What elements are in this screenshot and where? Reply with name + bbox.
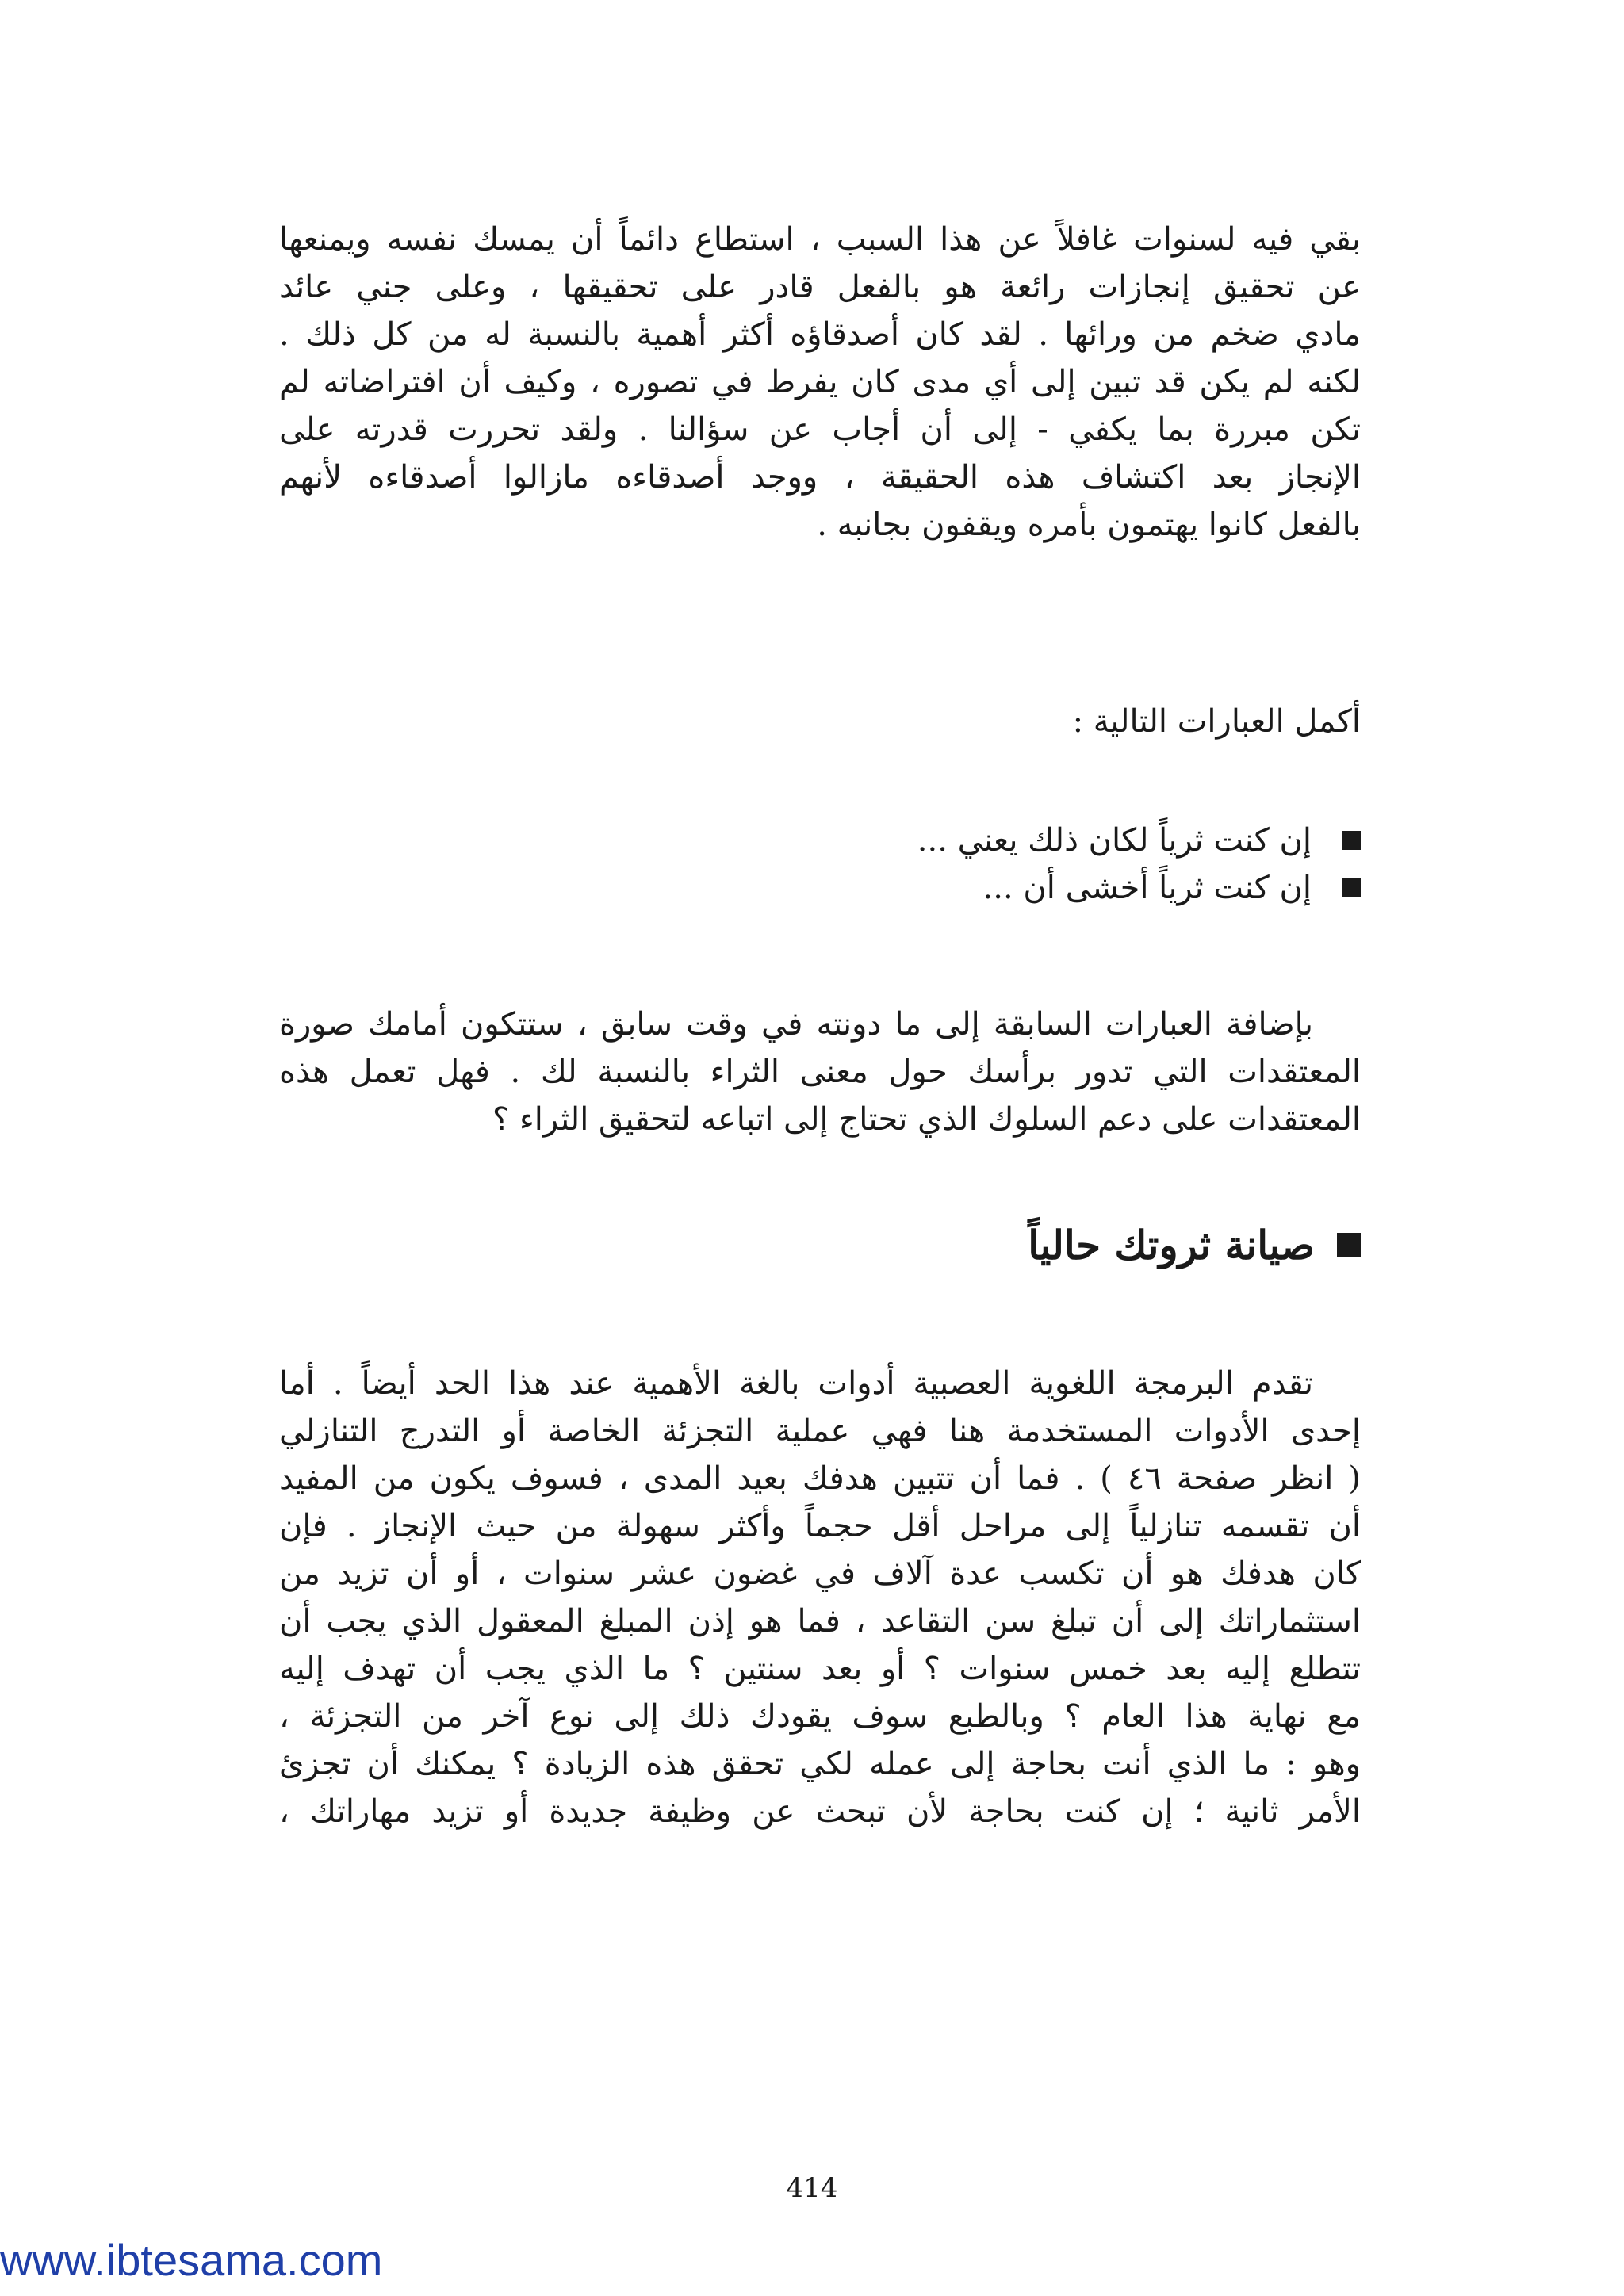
paragraph-2-line: بإضافة العبارات السابقة إلى ما دونته في وقت سابق ، ستتكون أمامك صورة	[279, 1006, 1313, 1043]
paragraph-3-line: استثماراتك إلى أن تبلغ سن التقاعد ، فما هو إذن المبلغ المعقول الذي يجب أن	[279, 1603, 1361, 1640]
paragraph-3-line: كان هدفك هو أن تكسب عدة آلاف في غضون عشر سنوات ، أو أن تزيد من	[279, 1556, 1361, 1592]
paragraph-3-line: إحدى الأدوات المستخدمة هنا فهي عملية التجزئة الخاصة أو التدرج التنازلي	[279, 1413, 1361, 1449]
list-item	[917, 817, 1361, 864]
paragraph-1-line: بقي فيه لسنوات غافلاً عن هذا السبب ، استطاع دائماً أن يمسك نفسه ويمنعها	[279, 221, 1361, 258]
paragraph-1-line: بالفعل كانوا يهتمون بأمره ويقفون بجانبه .	[817, 507, 1361, 543]
paragraph-1-line: الإنجاز بعد اكتشاف هذه الحقيقة ، ووجد أصدقاءه مازالوا أصدقاءه لأنهم	[279, 459, 1361, 496]
exercise-prompt	[279, 698, 1361, 745]
paragraph-3-line: تقدم البرمجة اللغوية العصبية أدوات بالغة الأهمية عند هذا الحد أيضاً . أما	[279, 1365, 1313, 1402]
page-number: 414	[786, 2172, 838, 2204]
exercise-prompt-text: أكمل العبارات التالية :	[1072, 703, 1361, 740]
list-item	[917, 864, 1361, 912]
square-bullet-icon	[1342, 878, 1361, 897]
section-heading	[1028, 1213, 1361, 1276]
bullet-text: إن كنت ثرياً أخشى أن ...	[982, 870, 1312, 906]
paragraph-1-line: مادي ضخم من ورائها . لقد كان أصدقاؤه أكثر أهمية بالنسبة له من كل ذلك .	[279, 316, 1361, 353]
square-bullet-icon	[1337, 1233, 1361, 1257]
paragraph-2-line: المعتقدات التي تدور برأسك حول معنى الثراء بالنسبة لك . فهل تعمل هذه	[279, 1054, 1361, 1090]
paragraph-3-line: الأمر ثانية ؛ إن كنت بحاجة لأن تبحث عن وظيفة جديدة أو تزيد مهاراتك ،	[279, 1793, 1361, 1830]
paragraph-1-line: عن تحقيق إنجازات رائعة هو بالفعل قادر على تحقيقها ، وعلى جني عائد	[279, 269, 1361, 305]
paragraph-3	[279, 1360, 1361, 1835]
bullet-list	[917, 817, 1361, 912]
paragraph-3-line: ( انظر صفحة ٤٦ ) . فما أن تتبين هدفك بعيد المدى ، فسوف يكون من المفيد	[279, 1460, 1361, 1497]
paragraph-2	[279, 1001, 1361, 1143]
watermark-url: www.ibtesama.com	[0, 2235, 383, 2285]
paragraph-3-line: تتطلع إليه بعد خمس سنوات ؟ أو بعد سنتين ؟ ما الذي يجب أن تهدف إليه	[279, 1651, 1361, 1687]
paragraph-3-line: أن تقسمه تنازلياً إلى مراحل أقل حجماً وأكثر سهولة من حيث الإنجاز . فإن	[279, 1508, 1361, 1544]
paragraph-1-line: تكن مبررة بما يكفي - إلى أن أجاب عن سؤالنا . ولقد تحررت قدرته على	[279, 411, 1361, 448]
paragraph-1-line: لكنه لم يكن قد تبين إلى أي مدى كان يفرط في تصوره ، وكيف أن افتراضاته لم	[279, 364, 1361, 400]
section-heading-text: صيانة ثروتك حالياً	[1028, 1221, 1315, 1269]
bullet-text: إن كنت ثرياً لكان ذلك يعني ...	[917, 822, 1312, 859]
paragraph-1	[279, 216, 1361, 549]
square-bullet-icon	[1342, 831, 1361, 850]
paragraph-3-line: وهو : ما الذي أنت بحاجة إلى عمله لكي تحقق هذه الزيادة ؟ يمكنك أن تجزئ	[279, 1746, 1361, 1782]
paragraph-2-line: المعتقدات على دعم السلوك الذي تحتاج إلى اتباعه لتحقيق الثراء ؟	[492, 1101, 1361, 1138]
paragraph-3-line: مع نهاية هذا العام ؟ وبالطبع سوف يقودك ذلك إلى نوع آخر من التجزئة ،	[279, 1698, 1361, 1735]
